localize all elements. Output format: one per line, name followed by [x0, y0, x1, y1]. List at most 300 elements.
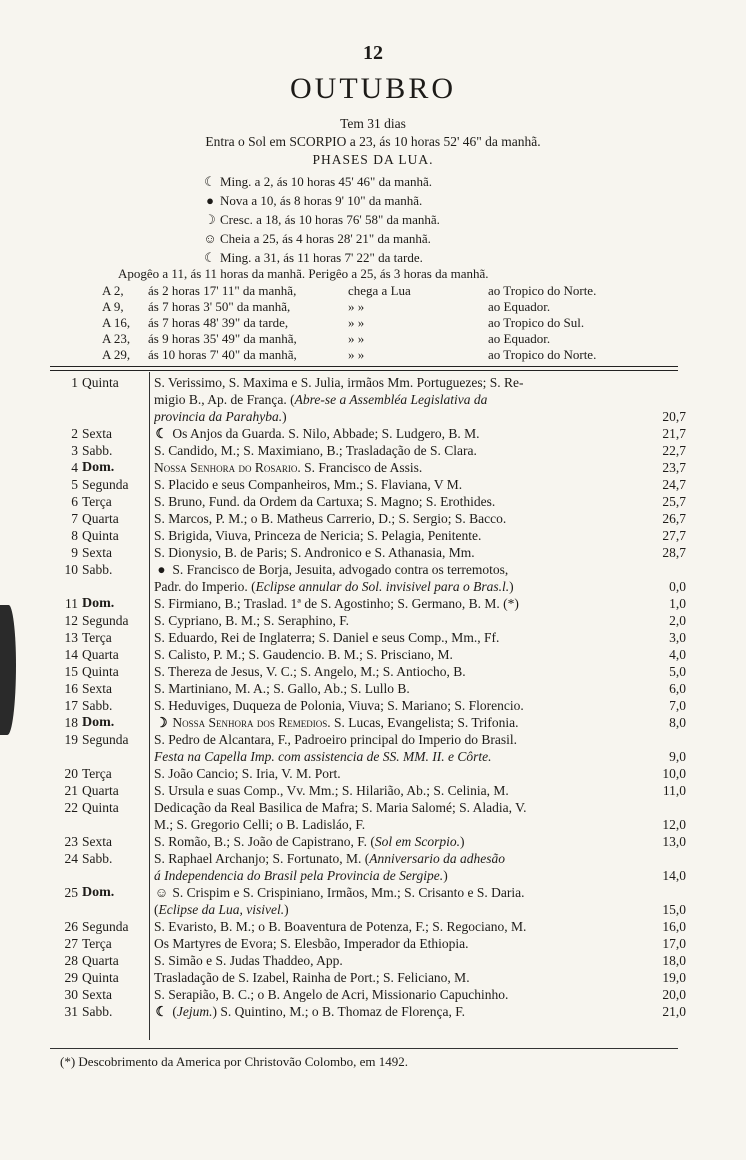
- text-segment: S. Crispim e S. Crispiniano, Irmãos, Mm.; S. Crisanto e S. Daria.: [172, 885, 525, 900]
- text-segment: S. Placido e seus Companheiros, Mm.; S. Flaviana, V M.: [154, 477, 463, 492]
- text-segment: S. Lucas, Evangelista; S. Trifonia.: [330, 715, 519, 730]
- moon-age-value: 26,7: [662, 511, 686, 526]
- weekday-name: Segunda: [82, 732, 129, 747]
- calendar-days: [50, 374, 690, 1020]
- weekday-name: Segunda: [82, 613, 129, 628]
- day-number: 1: [71, 375, 78, 390]
- text-line: [154, 799, 642, 816]
- text-segment: S. Serapião, B. C.; o B. Angelo de Acri, Missionario Capuchinho.: [154, 987, 509, 1002]
- text-segment: ): [460, 834, 465, 849]
- weekday-name: Sexta: [82, 426, 112, 441]
- weekday-name: Terça: [82, 766, 112, 781]
- text-segment: S. Cypriano, B. M.; S. Seraphino, F.: [154, 613, 350, 628]
- moon-age-value: 20,7: [662, 409, 686, 424]
- day-row: [50, 884, 690, 918]
- text-segment: ): [443, 868, 448, 883]
- phase-row: [200, 172, 440, 191]
- moon-age-value: 2,0: [669, 613, 686, 628]
- text-segment: Os Martyres de Evora; S. Elesbão, Imperador da Ethiopia.: [154, 936, 469, 951]
- waning-moon-icon: ☾: [204, 174, 216, 189]
- weekday-name: Quarta: [82, 783, 119, 798]
- saints-text: [154, 918, 642, 935]
- text-segment: S. Martiniano, M. A.; S. Gallo, Ab.; S. Lullo B.: [154, 681, 410, 696]
- text-line: [154, 629, 642, 646]
- page-edge-blot: [0, 605, 16, 735]
- day-number: 27: [64, 936, 78, 951]
- day-number: 8: [71, 528, 78, 543]
- phase-text: Cheia a 25, ás 4 horas 28' 21" da manhã.: [220, 231, 431, 246]
- day-row: [50, 952, 690, 969]
- moon-age-value: 12,0: [662, 817, 686, 832]
- moon-phase-icon: ☾: [155, 1004, 168, 1019]
- day-number: 25: [64, 885, 78, 900]
- day-number: 17: [64, 698, 78, 713]
- tropic-cell-d: ao Equador.: [488, 331, 551, 346]
- phase-row: [200, 229, 440, 248]
- saints-text: [154, 629, 642, 646]
- day-row: [50, 612, 690, 629]
- saints-text: [154, 884, 642, 918]
- saints-text: [154, 833, 642, 850]
- moon-age-value: 28,7: [662, 545, 686, 560]
- moon-age-value: 16,0: [662, 919, 686, 934]
- moon-tropics-list: [102, 283, 662, 363]
- day-row: [50, 935, 690, 952]
- moon-age-value: 10,0: [662, 766, 686, 781]
- text-segment: (: [154, 902, 159, 917]
- tropic-row: [102, 283, 662, 299]
- day-row: [50, 544, 690, 561]
- day-row: [50, 595, 690, 612]
- feast-name: Nossa Senhora do Rosario.: [154, 460, 301, 475]
- day-row: [50, 442, 690, 459]
- weekday-name: Sabb.: [82, 443, 113, 458]
- sun-entry: Entra o Sol em SCORPIO a 23, ás 10 horas 52' 46" da manhã.: [205, 134, 541, 149]
- text-line: [154, 714, 642, 731]
- footnote: (*) Descobrimento da America por Christovão Colombo, em 1492.: [60, 1054, 409, 1069]
- day-number: 6: [71, 494, 78, 509]
- text-segment: S. Firmiano, B.; Traslad. 1ª de S. Agostinho; S. Germano, B. M. (*): [154, 596, 519, 611]
- moon-age-value: 23,7: [662, 460, 686, 475]
- moon-age-value: 6,0: [669, 681, 686, 696]
- weekday-name: Sexta: [82, 545, 112, 560]
- text-segment: ): [509, 579, 514, 594]
- day-row: [50, 663, 690, 680]
- text-segment: ): [282, 409, 287, 424]
- text-segment: S. Simão e S. Judas Thaddeo, App.: [154, 953, 343, 968]
- text-line: [154, 544, 642, 561]
- day-row: [50, 1003, 690, 1020]
- text-segment: M.; S. Gregorio Celli; o B. Ladisláo, F.: [154, 817, 366, 832]
- text-line: [154, 612, 642, 629]
- italic-note: provincia da Parahyba.: [154, 409, 283, 424]
- moon-age-value: 25,7: [662, 494, 686, 509]
- day-number: 4: [71, 460, 78, 475]
- moon-age-value: 15,0: [662, 902, 686, 917]
- saints-text: [154, 442, 642, 459]
- text-line: [154, 782, 642, 799]
- text-segment: ): [284, 902, 289, 917]
- footnote-divider: [50, 1048, 678, 1049]
- saints-text: [154, 612, 642, 629]
- moon-age-value: 24,7: [662, 477, 686, 492]
- weekday-name: Sexta: [82, 681, 112, 696]
- text-line: [154, 918, 642, 935]
- day-row: [50, 731, 690, 765]
- text-line: [154, 663, 642, 680]
- text-segment: S. Heduviges, Duqueza de Polonia, Viuva; S. Mariano; S. Florencio.: [154, 698, 524, 713]
- day-row: [50, 918, 690, 935]
- saints-text: [154, 969, 642, 986]
- text-line: [154, 578, 642, 595]
- tropic-cell-a: A 9,: [102, 299, 124, 314]
- day-row: [50, 459, 690, 476]
- day-number: 23: [64, 834, 78, 849]
- phase-row: [200, 210, 440, 229]
- saints-text: [154, 697, 642, 714]
- moon-age-value: 5,0: [669, 664, 686, 679]
- moon-age-value: 27,7: [662, 528, 686, 543]
- text-segment: Dedicação da Real Basilica de Mafra; S. Maria Salomé; S. Aladia, V.: [154, 800, 527, 815]
- day-row: [50, 374, 690, 425]
- day-number: 18: [64, 715, 78, 730]
- italic-note: Sol em Scorpio.: [374, 834, 461, 849]
- day-number: 2: [71, 426, 78, 441]
- day-number: 24: [64, 851, 78, 866]
- text-segment: S. Brigida, Viuva, Princeza de Nericia; S. Pelagia, Penitente.: [154, 528, 482, 543]
- text-segment: S. Verissimo, S. Maxima e S. Julia, irmãos Mm. Portuguezes; S. Re-: [154, 375, 524, 390]
- text-segment: S. Thereza de Jesus, V. C.; S. Angelo, M.; S. Antiocho, B.: [154, 664, 466, 679]
- text-segment: S. Candido, M.; S. Maximiano, B.; Trasladação de S. Clara.: [154, 443, 477, 458]
- moon-age-value: 4,0: [669, 647, 686, 662]
- text-line: [154, 952, 642, 969]
- text-line: [154, 442, 642, 459]
- day-number: 21: [64, 783, 78, 798]
- moon-age-value: 18,0: [662, 953, 686, 968]
- saints-text: [154, 459, 642, 476]
- day-number: 13: [64, 630, 78, 645]
- text-segment: S. Calisto, P. M.; S. Gaudencio. B. M.; S. Prisciano, M.: [154, 647, 453, 662]
- tropic-cell-a: A 23,: [102, 331, 131, 346]
- new-moon-icon: ●: [206, 193, 214, 208]
- text-line: [154, 510, 642, 527]
- divider: [50, 370, 678, 371]
- text-segment: S. Eduardo, Rei de Inglaterra; S. Daniel e seus Comp., Mm., Ff.: [154, 630, 500, 645]
- phase-text: Ming. a 31, ás 11 horas 7' 22" da tarde.: [220, 250, 423, 265]
- text-line: [154, 816, 642, 833]
- day-number: 14: [64, 647, 78, 662]
- saints-text: [154, 527, 642, 544]
- text-segment: S. Ursula e suas Comp., Vv. Mm.; S. Hilarião, Ab.; S. Celinia, M.: [154, 783, 509, 798]
- moon-age-value: 3,0: [669, 630, 686, 645]
- day-row: [50, 799, 690, 833]
- tropic-row: [102, 331, 662, 347]
- day-row: [50, 561, 690, 595]
- day-number: 5: [71, 477, 78, 492]
- text-segment: S. Raphael Archanjo; S. Fortunato, M. (: [154, 851, 370, 866]
- italic-note: Festa na Capella Imp. com assistencia de SS. MM. II. e Côrte.: [154, 749, 492, 764]
- day-row: [50, 476, 690, 493]
- text-line: [154, 425, 642, 442]
- phase-text: Ming. a 2, ás 10 horas 45' 46" da manhã.: [220, 174, 432, 189]
- saints-text: [154, 1003, 642, 1020]
- italic-note: Anniversario da adhesão: [369, 851, 505, 866]
- text-line: [154, 884, 642, 901]
- saints-text: [154, 561, 642, 595]
- day-row: [50, 714, 690, 731]
- text-segment: (: [172, 1004, 177, 1019]
- text-line: [154, 901, 642, 918]
- day-number: 22: [64, 800, 78, 815]
- weekday-name: Terça: [82, 936, 112, 951]
- day-row: [50, 765, 690, 782]
- text-segment: S. Romão, B.; S. João de Capistrano, F. (: [154, 834, 375, 849]
- weekday-name: Quarta: [82, 647, 119, 662]
- moon-age-value: 7,0: [669, 698, 686, 713]
- phase-text: Cresc. a 18, ás 10 horas 76' 58" da manhã.: [220, 212, 440, 227]
- text-line: [154, 748, 642, 765]
- italic-note: Eclipse annular do Sol. invisivel para o Bras.l.: [255, 579, 510, 594]
- day-number: 16: [64, 681, 78, 696]
- saints-text: [154, 374, 642, 425]
- saints-text: [154, 986, 642, 1003]
- day-row: [50, 986, 690, 1003]
- italic-note: Eclipse da Lua, visivel.: [158, 902, 285, 917]
- text-line: [154, 527, 642, 544]
- saints-text: [154, 663, 642, 680]
- moon-age-value: 19,0: [662, 970, 686, 985]
- day-number: 26: [64, 919, 78, 934]
- tropic-cell-d: ao Tropico do Norte.: [488, 283, 597, 298]
- text-line: [154, 680, 642, 697]
- text-line: [154, 1003, 642, 1020]
- moon-age-value: 21,7: [662, 426, 686, 441]
- tropic-cell-d: ao Tropico do Sul.: [488, 315, 585, 330]
- text-segment: S. Marcos, P. M.; o B. Matheus Carrerio, D.; S. Sergio; S. Bacco.: [154, 511, 507, 526]
- weekday-name: Terça: [82, 494, 112, 509]
- text-segment: S. Pedro de Alcantara, F., Padroeiro principal do Imperio do Brasil.: [154, 732, 517, 747]
- tropic-cell-b: ás 9 horas 35' 49" da manhã,: [148, 331, 297, 346]
- moon-age-value: 11,0: [662, 783, 686, 798]
- text-line: [154, 391, 642, 408]
- text-line: [154, 493, 642, 510]
- text-line: [154, 408, 642, 425]
- day-row: [50, 697, 690, 714]
- day-row: [50, 493, 690, 510]
- text-segment: migio B., Ap. de França. (: [154, 392, 295, 407]
- saints-text: [154, 646, 642, 663]
- weekday-name: Sabb.: [82, 562, 113, 577]
- weekday-name: Segunda: [82, 919, 129, 934]
- day-row: [50, 425, 690, 442]
- divider: [50, 366, 678, 367]
- text-line: [154, 646, 642, 663]
- saints-text: [154, 714, 642, 731]
- saints-text: [154, 425, 642, 442]
- moon-age-value: 0,0: [669, 579, 686, 594]
- day-number: 11: [65, 596, 78, 611]
- month-title: OUTUBRO: [289, 72, 456, 105]
- day-row: [50, 646, 690, 663]
- text-line: [154, 459, 642, 476]
- italic-note: á Independencia do Brasil pela Provincia de Sergipe.: [154, 868, 444, 883]
- moon-age-value: 9,0: [669, 749, 686, 764]
- tropic-cell-a: A 16,: [102, 315, 131, 330]
- days-note: Tem 31 dias: [340, 116, 406, 131]
- weekday-name: Sabb.: [82, 1004, 113, 1019]
- weekday-name: Sexta: [82, 987, 112, 1002]
- day-row: [50, 510, 690, 527]
- weekday-name: Quinta: [82, 375, 119, 390]
- text-line: [154, 697, 642, 714]
- day-row: [50, 680, 690, 697]
- tropic-cell-a: A 2,: [102, 283, 124, 298]
- text-line: [154, 476, 642, 493]
- moon-phase-icon: ☾: [155, 426, 168, 441]
- weekday-name: Quarta: [82, 511, 119, 526]
- day-number: 3: [71, 443, 78, 458]
- phase-row: [200, 191, 440, 210]
- tropic-cell-c: » »: [348, 347, 365, 362]
- moon-age-value: 20,0: [662, 987, 686, 1002]
- moon-age-value: 1,0: [669, 596, 686, 611]
- saints-text: [154, 952, 642, 969]
- day-number: 29: [64, 970, 78, 985]
- saints-text: [154, 680, 642, 697]
- weekday-name: Quinta: [82, 664, 119, 679]
- moon-phase-icon: ☽: [155, 715, 168, 730]
- tropic-cell-b: ás 7 horas 3' 50" da manhã,: [148, 299, 291, 314]
- day-number: 28: [64, 953, 78, 968]
- moon-age-value: 17,0: [662, 936, 686, 951]
- moon-age-value: 22,7: [662, 443, 686, 458]
- italic-note: Jejum.: [176, 1004, 213, 1019]
- tropic-cell-c: chega a Lua: [348, 283, 411, 298]
- day-row: [50, 527, 690, 544]
- text-segment: S. Dionysio, B. de Paris; S. Andronico e S. Athanasia, Mm.: [154, 545, 475, 560]
- tropic-row: [102, 315, 662, 331]
- text-segment: S. Bruno, Fund. da Ordem da Cartuxa; S. Magno; S. Erothides.: [154, 494, 496, 509]
- text-line: [154, 833, 642, 850]
- saints-text: [154, 476, 642, 493]
- text-line: [154, 986, 642, 1003]
- moon-age-value: 13,0: [662, 834, 686, 849]
- moon-phase-icon: ☺: [154, 885, 169, 900]
- waning-moon-icon: ☾: [204, 250, 216, 265]
- text-line: [154, 969, 642, 986]
- tropic-cell-c: » »: [348, 315, 365, 330]
- moon-phase-icon: ●: [157, 562, 166, 577]
- tropic-cell-c: » »: [348, 299, 365, 314]
- weekday-name: Sabb.: [82, 851, 113, 866]
- apogee-perigee: Apogêo a 11, ás 11 horas da manhã. Perigêo a 25, ás 3 horas da manhã.: [118, 266, 489, 281]
- text-line: [154, 561, 642, 578]
- weekday-name: Quinta: [82, 970, 119, 985]
- weekday-name: Segunda: [82, 477, 129, 492]
- text-segment: S. Francisco de Borja, Jesuita, advogado contra os terremotos,: [172, 562, 509, 577]
- tropic-cell-b: ás 2 horas 17' 11" da manhã,: [148, 283, 297, 298]
- tropic-cell-a: A 29,: [102, 347, 131, 362]
- page-number: 12: [363, 42, 383, 64]
- saints-text: [154, 765, 642, 782]
- day-row: [50, 629, 690, 646]
- day-number: 31: [64, 1004, 78, 1019]
- tropic-cell-c: » »: [348, 331, 365, 346]
- day-number: 30: [64, 987, 78, 1002]
- day-number: 7: [71, 511, 78, 526]
- tropic-cell-d: ao Equador.: [488, 299, 551, 314]
- saints-text: [154, 799, 642, 833]
- text-line: [154, 374, 642, 391]
- waxing-moon-icon: ☽: [204, 212, 216, 227]
- tropic-cell-d: ao Tropico do Norte.: [488, 347, 597, 362]
- text-line: [154, 935, 642, 952]
- text-segment: S. Evaristo, B. M.; o B. Boaventura de Potenza, F.; S. Regociano, M.: [154, 919, 527, 934]
- phase-row: [200, 248, 440, 267]
- text-segment: Padr. do Imperio. (: [154, 579, 256, 594]
- text-segment: S. Francisco de Assis.: [300, 460, 423, 475]
- tropic-row: [102, 299, 662, 315]
- saints-text: [154, 493, 642, 510]
- text-line: [154, 731, 642, 748]
- saints-text: [154, 544, 642, 561]
- saints-text: [154, 595, 642, 612]
- weekday-name: Dom.: [82, 596, 115, 611]
- saints-text: [154, 935, 642, 952]
- saints-text: [154, 782, 642, 799]
- full-moon-icon: ☺: [203, 231, 217, 246]
- text-line: [154, 867, 642, 884]
- saints-text: [154, 510, 642, 527]
- day-number: 19: [64, 732, 78, 747]
- text-line: [154, 765, 642, 782]
- saints-text: [154, 731, 642, 765]
- text-segment: S. João Cancio; S. Iria, V. M. Port.: [154, 766, 341, 781]
- moon-age-value: 14,0: [662, 868, 686, 883]
- text-segment: Os Anjos da Guarda. S. Nilo, Abbade; S. Ludgero, B. M.: [172, 426, 480, 441]
- weekday-name: Sexta: [82, 834, 112, 849]
- day-number: 9: [71, 545, 78, 560]
- day-number: 10: [64, 562, 78, 577]
- day-row: [50, 850, 690, 884]
- tropic-cell-b: ás 7 horas 48' 39" da tarde,: [148, 315, 289, 330]
- moon-age-value: 8,0: [669, 715, 686, 730]
- weekday-name: Quinta: [82, 528, 119, 543]
- day-row: [50, 969, 690, 986]
- day-number: 12: [64, 613, 78, 628]
- text-line: [154, 595, 642, 612]
- weekday-name: Quinta: [82, 800, 119, 815]
- weekday-name: Dom.: [82, 460, 115, 475]
- weekday-name: Terça: [82, 630, 112, 645]
- day-row: [50, 833, 690, 850]
- phase-text: Nova a 10, ás 8 horas 9' 10" da manhã.: [220, 193, 423, 208]
- tropic-row: [102, 347, 662, 363]
- text-segment: ) S. Quintino, M.; o B. Thomaz de Florença, F.: [212, 1004, 466, 1019]
- tropic-cell-b: ás 10 horas 7' 40" da manhã,: [148, 347, 297, 362]
- text-line: [154, 850, 642, 867]
- moon-age-value: 21,0: [662, 1004, 686, 1019]
- weekday-name: Sabb.: [82, 698, 113, 713]
- feast-name: Nossa Senhora dos Remedios.: [172, 715, 331, 730]
- weekday-name: Quarta: [82, 953, 119, 968]
- weekday-name: Dom.: [82, 715, 115, 730]
- italic-note: Abre-se a Assembléa Legislativa da: [294, 392, 488, 407]
- saints-text: [154, 850, 642, 884]
- phases-title: PHASES DA LUA.: [312, 152, 434, 167]
- day-number: 20: [64, 766, 78, 781]
- text-segment: Trasladação de S. Izabel, Rainha de Port.; S. Feliciano, M.: [154, 970, 470, 985]
